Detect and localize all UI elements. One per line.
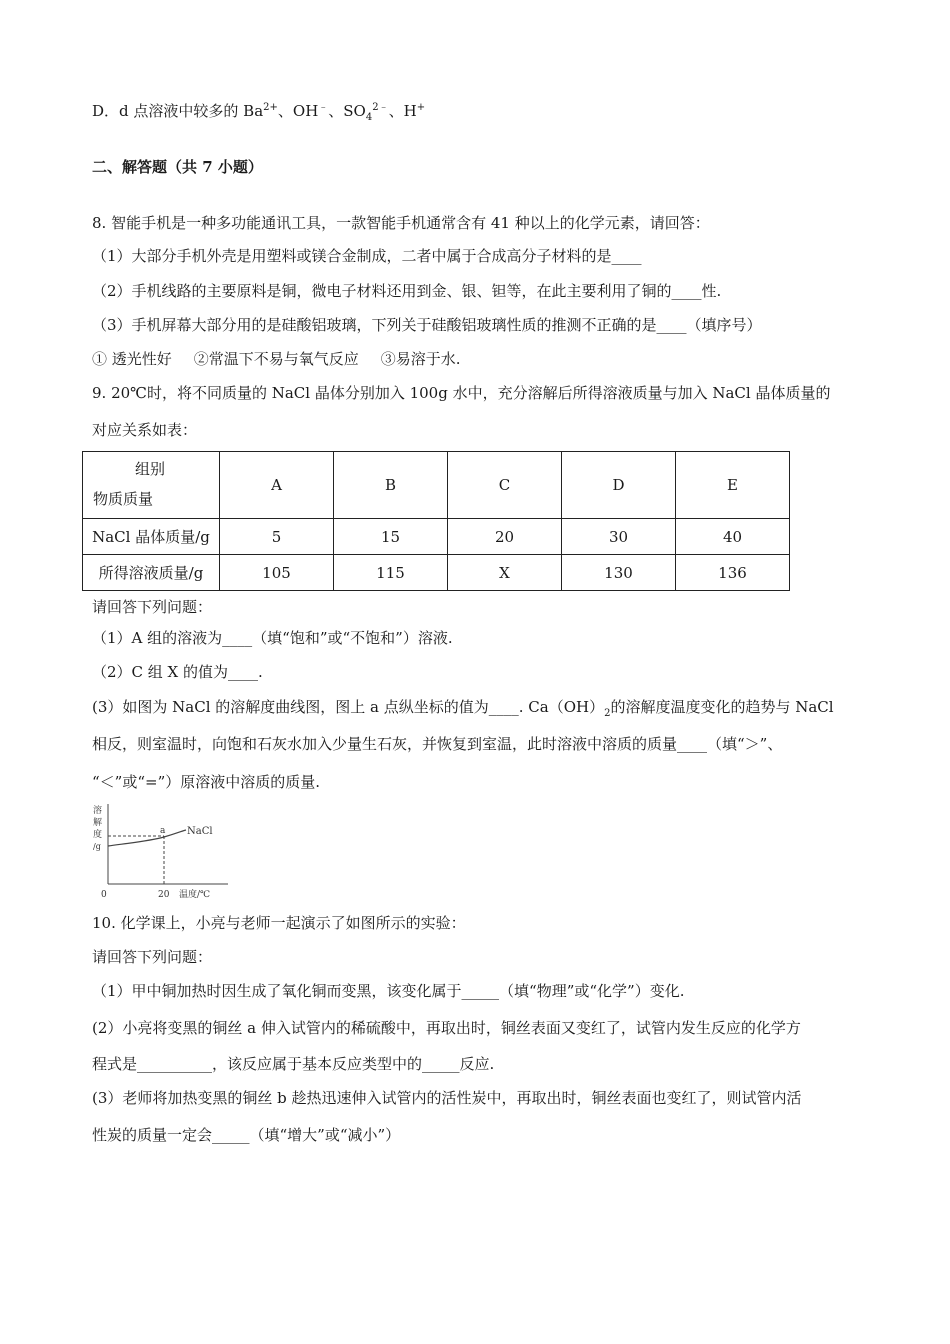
question-8: 8. 智能手机是一种多功能通讯工具，一款智能手机通常含有 41 种以上的化学元素，请回答：	[92, 214, 710, 232]
subscript: 2	[604, 708, 611, 719]
table-row-label: NaCl 晶体质量/g	[83, 519, 220, 555]
part-3-text: 的溶解度温度变化的趋势与 NaCl	[610, 698, 834, 716]
nacl-curve	[108, 830, 186, 846]
table-header-cell: D	[562, 452, 676, 519]
y-label-char: 解	[93, 818, 103, 828]
question-9-part-2: （2）C 组 X 的值为____.	[92, 663, 263, 681]
option-d-text: D．d 点溶液中较多的 Ba	[92, 102, 264, 120]
ion-charge: ﹣	[318, 102, 329, 113]
option-d-text: 、H	[388, 102, 417, 120]
option-2: ②常温下不易与氧气反应	[193, 350, 359, 368]
table-cell: 136	[676, 555, 790, 591]
option-1: ① 透光性好	[92, 350, 172, 368]
point-a-label: a	[160, 826, 166, 836]
table-cell: 115	[334, 555, 448, 591]
question-10-part-2: (2）小亮将变黑的铜丝 a 伸入试管内的稀硫酸中，再取出时，铜丝表面又变红了，试管内发生反应的化学方	[92, 1019, 801, 1037]
y-label-char: 度	[93, 830, 103, 840]
question-8-part-2: （2）手机线路的主要原料是铜，微电子材料还用到金、银、钽等，在此主要利用了铜的____性.	[92, 282, 722, 300]
question-10: 10. 化学课上，小亮与老师一起演示了如图所示的实验：	[92, 914, 466, 932]
option-d-text: 、OH	[277, 102, 319, 120]
question-9-cont: 对应关系如表：	[92, 421, 198, 439]
ion-charge: 2+	[263, 102, 278, 113]
x-tick-label: 20	[158, 890, 170, 900]
table-row	[83, 519, 790, 555]
option-d-text: 、SO	[328, 102, 366, 120]
question-9-ask: 请回答下列问题：	[92, 598, 213, 616]
question-9-part-1: （1）A 组的溶液为____（填“饱和”或“不饱和”）溶液.	[92, 629, 453, 647]
ion-charge: +	[416, 102, 426, 113]
table-cell: 5	[220, 519, 334, 555]
table-header-cell: A	[220, 452, 334, 519]
table-row-label: 所得溶液质量/g	[83, 555, 220, 591]
subscript: 4	[365, 112, 373, 123]
option-3: ③易溶于水.	[380, 350, 461, 368]
question-8-options	[92, 349, 461, 369]
y-label-char: /g	[93, 842, 101, 851]
table-header-cell: E	[676, 452, 790, 519]
table-cell: 20	[448, 519, 562, 555]
question-10-part-1: （1）甲中铜加热时因生成了氧化铜而变黑，该变化属于_____（填“物理”或“化学”）变化.	[92, 982, 685, 1000]
table-cell: 30	[562, 519, 676, 555]
section-heading: 二、解答题（共 7 小题）	[92, 158, 263, 176]
curve-label: NaCl	[187, 826, 213, 837]
origin-label: 0	[101, 890, 107, 900]
part-3-text: (3）如图为 NaCl 的溶解度曲线图，图上 a 点纵坐标的值为____. Ca（OH）	[92, 698, 605, 716]
question-9-part-3-cont2: “＜”或“=”）原溶液中溶质的质量.	[92, 773, 321, 791]
question-9-part-3-cont: 相反，则室温时，向饱和石灰水加入少量生石灰，并恢复到室温，此时溶液中溶质的质量____（填“＞”、	[92, 735, 783, 753]
y-label-char: 溶	[93, 806, 103, 816]
corner-bottom-label: 物质质量	[93, 490, 154, 508]
table-cell: 105	[220, 555, 334, 591]
table-cell: 40	[676, 519, 790, 555]
question-9: 9. 20℃时，将不同质量的 NaCl 晶体分别加入 100g 水中，充分溶解后所得溶液质量与加入 NaCl 晶体质量的	[92, 384, 831, 402]
question-10-part-3-cont: 性炭的质量一定会_____（填“增大”或“减小”）	[92, 1126, 401, 1144]
table-corner-cell	[83, 452, 220, 519]
table-cell: 130	[562, 555, 676, 591]
question-10-part-2-cont: 程式是__________，该反应属于基本反应类型中的_____反应.	[92, 1055, 495, 1073]
nacl-table	[82, 451, 790, 591]
question-9-part-3	[92, 697, 834, 717]
question-10-part-3: (3）老师将加热变黑的铜丝 b 趁热迅速伸入试管内的活性炭中，再取出时，铜丝表面也变红了，则试管内活	[92, 1089, 802, 1107]
table-header-cell: B	[334, 452, 448, 519]
table-header-row	[83, 452, 790, 519]
table-cell: X	[448, 555, 562, 591]
question-10-ask: 请回答下列问题：	[92, 948, 213, 966]
table-row	[83, 555, 790, 591]
x-axis-label: 温度/℃	[179, 890, 211, 900]
table-cell: 15	[334, 519, 448, 555]
question-8-part-3: （3）手机屏幕大部分用的是硅酸铝玻璃，下列关于硅酸铝玻璃性质的推测不正确的是____（填序号）	[92, 316, 762, 334]
option-d	[92, 101, 425, 121]
ion-charge: 2﹣	[372, 102, 389, 113]
table-header-cell: C	[448, 452, 562, 519]
question-8-part-1: （1）大部分手机外壳是用塑料或镁合金制成，二者中属于合成高分子材料的是____	[92, 247, 642, 265]
solubility-graph	[90, 801, 230, 901]
corner-top-label: 组别	[135, 460, 166, 478]
